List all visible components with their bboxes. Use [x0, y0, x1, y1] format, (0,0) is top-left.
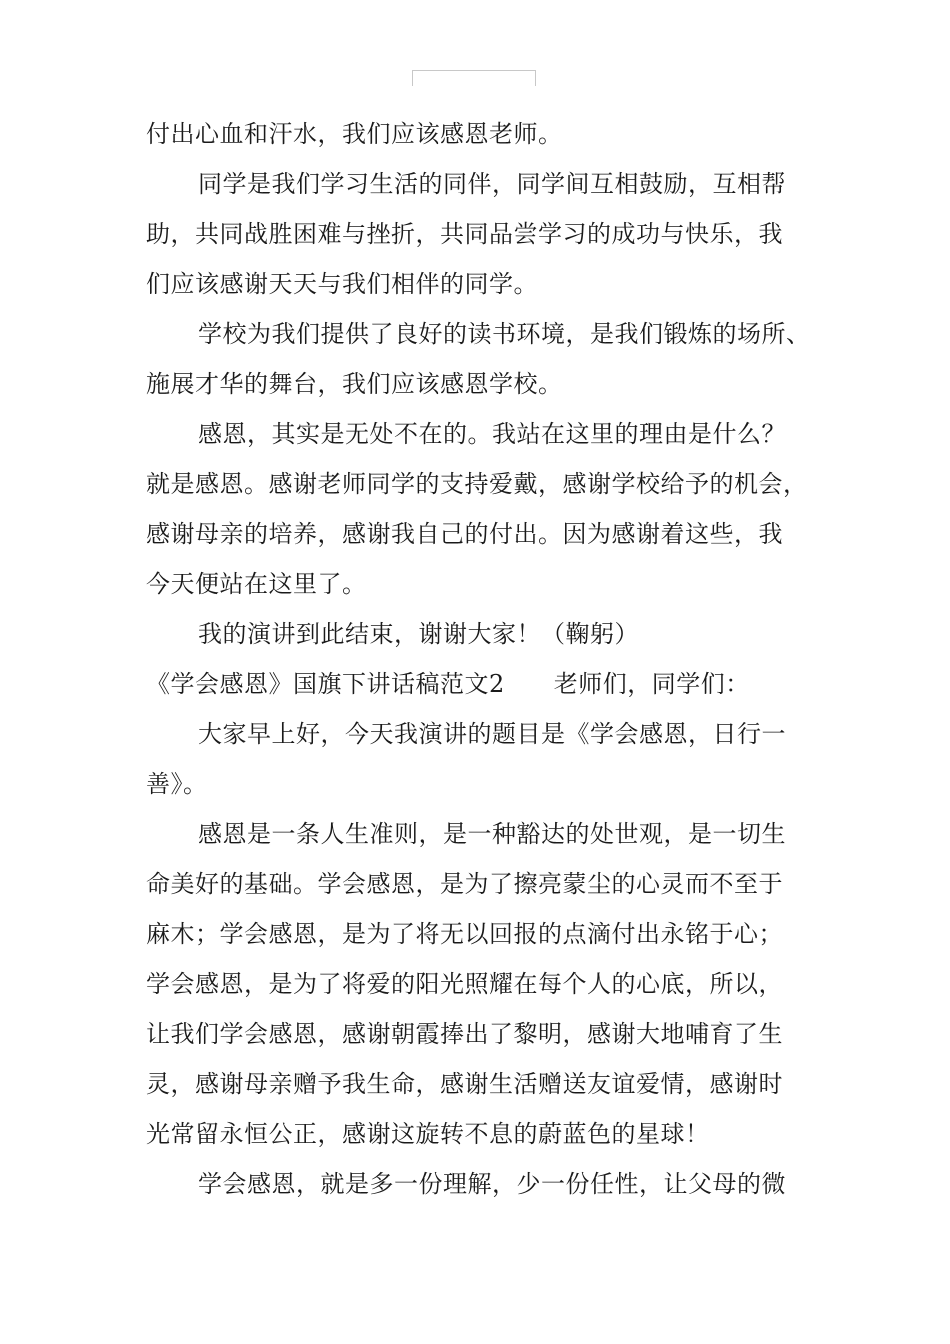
paragraph-first-line: 大家早上好，今天我演讲的题目是《学会感恩，日行一 — [198, 720, 786, 748]
text-line: 灵，感谢母亲赠予我生命，感谢生活赠送友谊爱情，感谢时 — [146, 1070, 783, 1098]
paragraph-first-line: 感恩，其实是无处不在的。我站在这里的理由是什么？ — [198, 420, 786, 448]
page-header-box — [412, 70, 536, 86]
paragraph-first-line: 感恩是一条人生准则，是一种豁达的处世观，是一切生 — [198, 820, 786, 848]
text-line: 付出心血和汗水，我们应该感恩老师。 — [146, 120, 563, 148]
section-title-line: 《学会感恩》国旗下讲话稿范文2 老师们，同学们： — [146, 670, 750, 698]
text-line: 们应该感谢天天与我们相伴的同学。 — [146, 270, 538, 298]
paragraph-first-line: 学校为我们提供了良好的读书环境，是我们锻炼的场所、 — [198, 320, 811, 348]
text-line: 今天便站在这里了。 — [146, 570, 367, 598]
text-line: 感谢母亲的培养，感谢我自己的付出。因为感谢着这些，我 — [146, 520, 783, 548]
paragraph-first-line: 学会感恩，就是多一份理解，少一份任性，让父母的微 — [198, 1170, 786, 1198]
paragraph-first-line: 同学是我们学习生活的同伴，同学间互相鼓励，互相帮 — [198, 170, 786, 198]
text-line: 施展才华的舞台，我们应该感恩学校。 — [146, 370, 563, 398]
text-line: 麻木；学会感恩，是为了将无以回报的点滴付出永铭于心； — [146, 920, 783, 948]
text-line: 助，共同战胜困难与挫折，共同品尝学习的成功与快乐，我 — [146, 220, 783, 248]
text-line: 命美好的基础。学会感恩，是为了擦亮蒙尘的心灵而不至于 — [146, 870, 783, 898]
text-line: 善》。 — [146, 770, 208, 798]
paragraph-first-line: 我的演讲到此结束，谢谢大家！（鞠躬） — [198, 620, 639, 648]
text-line: 让我们学会感恩，感谢朝霞捧出了黎明，感谢大地哺育了生 — [146, 1020, 783, 1048]
text-line: 光常留永恒公正，感谢这旋转不息的蔚蓝色的星球！ — [146, 1120, 710, 1148]
text-line: 学会感恩，是为了将爱的阳光照耀在每个人的心底，所以， — [146, 970, 783, 998]
text-line: 就是感恩。感谢老师同学的支持爱戴，感谢学校给予的机会， — [146, 470, 808, 498]
